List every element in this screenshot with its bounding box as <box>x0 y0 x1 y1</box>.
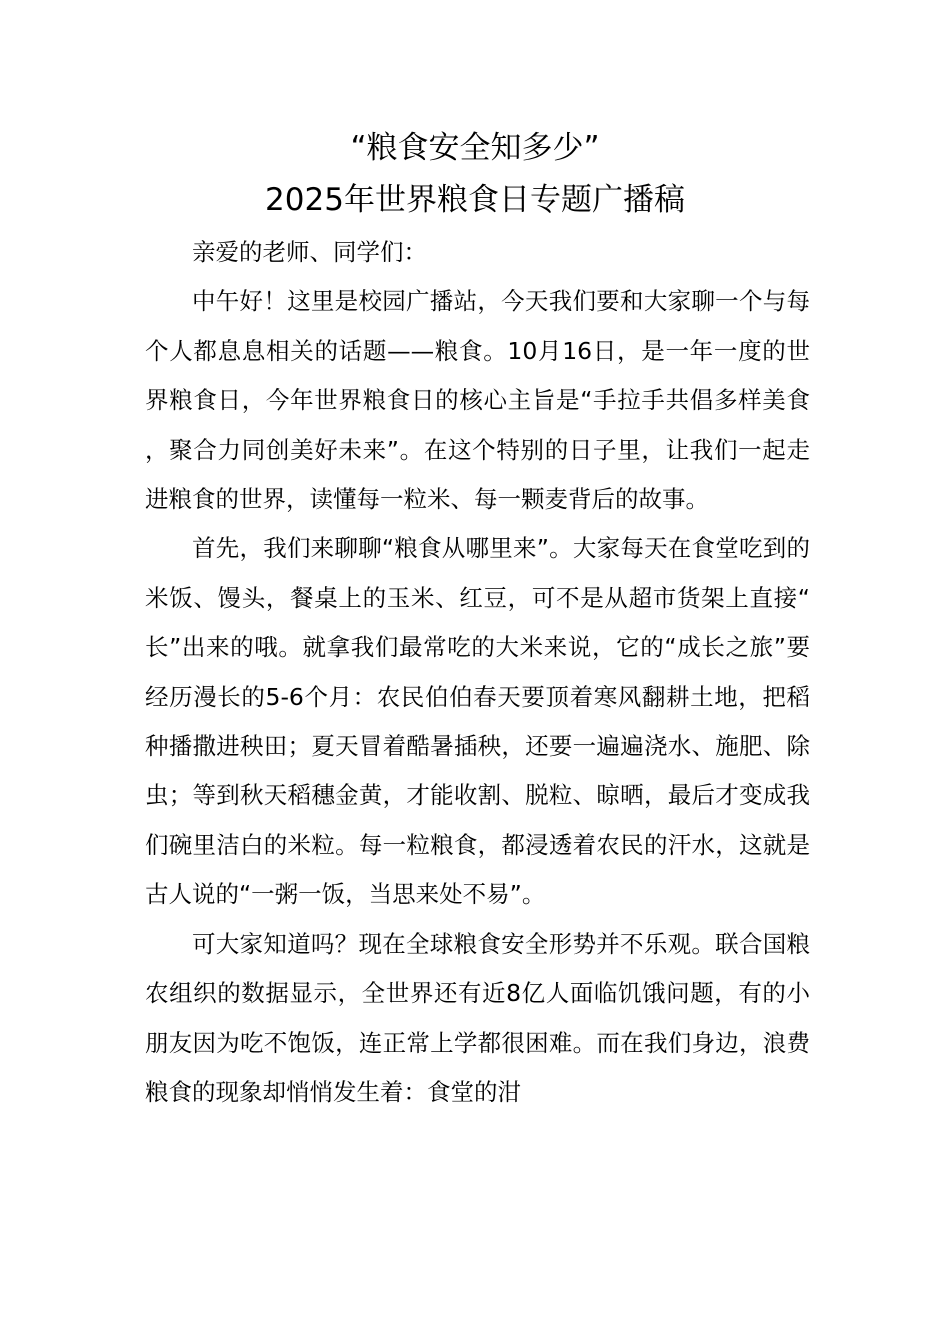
body-paragraph: 可大家知道吗？现在全球粮食安全形势并不乐观。联合国粮农组织的数据显示，全世界还有近8亿人面临饥饿问题，有的小朋友因为吃不饱饭，连正常上学都很困难。而在我们身边，浪费粮食的现象却悄悄发生着：食堂的泔 <box>145 929 810 1106</box>
greeting-paragraph: 亲爱的老师、同学们： <box>192 238 427 266</box>
body-paragraph: 首先，我们来聊聊“粮食从哪里来”。大家每天在食堂吃到的米饭、馒头，餐桌上的玉米、红豆，可不是从超市货架上直接“长”出来的哦。就拿我们最常吃的大米来说，它的“成长之旅”要经历漫长的5-6个月：农民伯伯春天要顶着寒风翻耕土地，把稻种播撒进秧田；夏天冒着酷暑插秧，还要一遍遍浇水、施肥、除虫；等到秋天稻穗金黄，才能收割、脱粒、晾晒，最后才变成我们碗里洁白的米粒。每一粒粮食，都浸透着农民的汗水，这就是古人说的“一粥一饭，当思来处不易”。 <box>145 534 810 909</box>
document-title-line-1: “粮食安全知多少” <box>350 130 600 166</box>
document-body <box>145 228 810 1117</box>
document-title-line-2: 2025年世界粮食日专题广播稿 <box>265 182 685 218</box>
body-paragraph: 中午好！这里是校园广播站，今天我们要和大家聊一个与每个人都息息相关的话题——粮食。10月16日，是一年一度的世界粮食日，今年世界粮食日的核心主旨是“手拉手共倡多样美食，聚合力同创美好未来”。在这个特别的日子里，让我们一起走进粮食的世界，读懂每一粒米、每一颗麦背后的故事。 <box>145 287 810 514</box>
